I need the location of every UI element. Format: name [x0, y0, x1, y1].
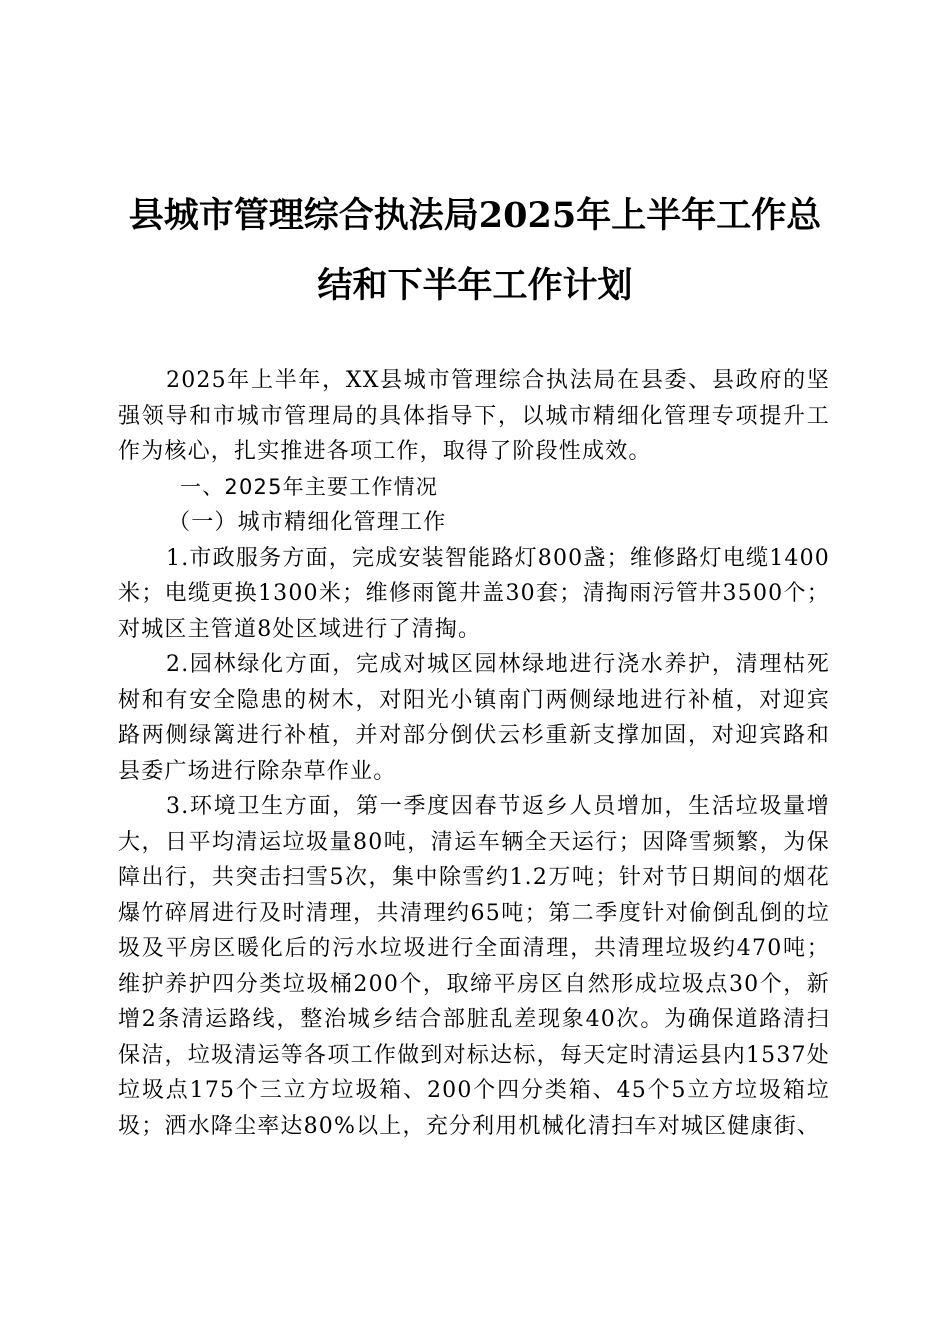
item-paragraph-greening: 2.园林绿化方面，完成对城区园林绿地进行浇水养护，清理枯死树和有安全隐患的树木，对阳光小镇南门两侧绿地进行补植，对迎宾路两侧绿篱进行补植，并对部分倒伏云杉重新支撑加固，对迎宾路和县委广场进行除杂草作业。	[118, 652, 830, 784]
document-title-line-2: 结和下半年工作计划	[317, 265, 633, 306]
subsection-heading: （一）城市精细化管理工作	[168, 510, 447, 535]
document-title-line-1: 县城市管理综合执法局2025年上半年工作总	[128, 195, 822, 236]
item-paragraph-sanitation: 3.环境卫生方面，第一季度因春节返乡人员增加，生活垃圾量增大，日平均清运垃圾量80吨，清运车辆全天运行；因降雪频繁，为保障出行，共突击扫雪5次，集中除雪约1.2万吨；针对节日期间的烟花爆竹碎屑进行及时清理，共清理约65吨；第二季度针对偷倒乱倒的垃圾及平房区暖化后的污水垃圾进行全面清理，共清理垃圾约470吨；维护养护四分类垃圾桶200个，取缔平房区自然形成垃圾点30个，新增2条清运路线，整治城乡结合部脏乱差现象40次。为确保道路清扫保洁，垃圾清运等各项工作做到对标达标，每天定时清运县内1537处垃圾点175个三立方垃圾箱、200个四分类箱、45个5立方垃圾箱垃圾；洒水降尘率达80%以上，充分利用机械化清扫车对城区健康街、	[118, 794, 830, 1139]
intro-paragraph: 2025年上半年，XX县城市管理综合执法局在县委、县政府的坚强领导和市城市管理局的具体指导下，以城市精细化管理专项提升工作为核心，扎实推进各项工作，取得了阶段性成效。	[118, 368, 830, 464]
document-body	[118, 363, 830, 1144]
item-paragraph-municipal: 1.市政服务方面，完成安装智能路灯800盏；维修路灯电缆1400米；电缆更换1300米；维修雨篦井盖30套；清掏雨污管井3500个；对城区主管道8处区域进行了清掏。	[118, 545, 830, 642]
section-heading: 一、2025年主要工作情况	[180, 474, 439, 499]
